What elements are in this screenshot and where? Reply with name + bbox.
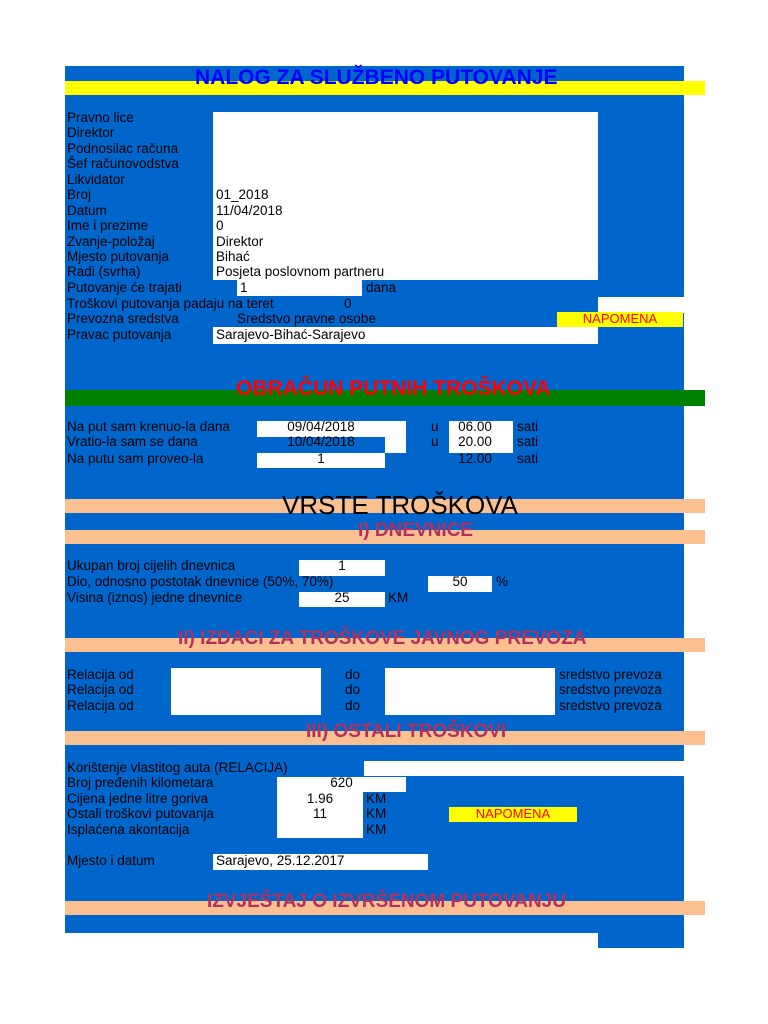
calc-title: OBRAČUN PUTNIH TROŠKOVA bbox=[236, 377, 551, 400]
label-likvidator: Likvidator bbox=[67, 172, 125, 187]
label-percent: % bbox=[496, 574, 509, 589]
label-sef: Šef računovodstva bbox=[67, 156, 179, 171]
label-km-other: KM bbox=[366, 806, 387, 821]
field-teret[interactable]: 0 bbox=[344, 296, 352, 311]
label-mjesto: Mjesto putovanja bbox=[67, 249, 170, 264]
label-svrha: Radi (svrha) bbox=[67, 264, 141, 279]
field-partial[interactable]: 50 bbox=[452, 574, 468, 589]
label-direktor: Direktor bbox=[67, 125, 115, 140]
field-broj[interactable]: 01_2018 bbox=[216, 187, 269, 202]
field-place-date[interactable]: Sarajevo, 25.12.2017 bbox=[216, 853, 345, 868]
label-km: Broj pređenih kilometara bbox=[67, 775, 214, 790]
transport-row-2-to: do bbox=[345, 682, 361, 697]
label-own-car: Korištenje vlastitog auta (RELACIJA) bbox=[67, 760, 288, 775]
transport-row-3-means: sredstvo prevoza bbox=[559, 698, 662, 713]
note-label-top: NAPOMENA bbox=[582, 311, 658, 326]
field-departed-date[interactable]: 09/04/2018 bbox=[287, 419, 355, 434]
transport-row-1-from: Relacija od bbox=[67, 667, 134, 682]
label-krenuo: Na put sam krenuo-la dana bbox=[67, 419, 230, 434]
other-title: III) OSTALI TROŠKOVI bbox=[306, 721, 507, 742]
report-title: IZVJEŠTAJ O IZVRŠENOM PUTOVANJU bbox=[207, 891, 566, 912]
label-sati-3: sati bbox=[517, 451, 539, 466]
transport-title: II) IZDACI ZA TROŠKOVE JAVNOG PREVOZA bbox=[178, 628, 587, 649]
label-other: Ostali troškovi putovanja bbox=[67, 806, 215, 821]
label-amount: Visina (iznos) jedne dnevnice bbox=[67, 590, 243, 605]
field-other[interactable]: 11 bbox=[312, 806, 327, 821]
returned-date-box bbox=[385, 437, 406, 453]
label-u-1: u bbox=[431, 419, 439, 434]
label-advance: Isplaćena akontacija bbox=[67, 822, 190, 837]
header-fields-box bbox=[213, 112, 598, 280]
transport-row-3-from: Relacija od bbox=[67, 698, 134, 713]
label-u-2: u bbox=[431, 434, 439, 449]
field-pravac[interactable]: Sarajevo-Bihać-Sarajevo bbox=[216, 327, 366, 342]
field-spent-days[interactable]: 1 bbox=[317, 451, 325, 466]
page-title: NALOG ZA SLUŽBENO PUTOVANJE bbox=[195, 66, 558, 89]
note-label-bottom: NAPOMENA bbox=[475, 806, 551, 821]
per-diem-title: I) DNEVNICE bbox=[358, 520, 474, 541]
label-km-amount: KM bbox=[388, 590, 409, 605]
label-vratio: Vratio-la sam se dana bbox=[67, 434, 198, 449]
label-partial: Dio, odnosno postotak dnevnice (50%, 70%) bbox=[67, 574, 334, 589]
transport-to-box bbox=[385, 668, 555, 715]
form-footer-strip bbox=[598, 932, 684, 948]
field-svrha[interactable]: Posjeta poslovnom partneru bbox=[216, 264, 385, 279]
label-km-fuel: KM bbox=[366, 791, 387, 806]
field-mjesto[interactable]: Bihać bbox=[216, 249, 250, 264]
transport-row-2-from: Relacija od bbox=[67, 682, 134, 697]
label-dana: dana bbox=[366, 280, 397, 295]
field-returned-time[interactable]: 20.00 bbox=[458, 434, 492, 449]
field-returned-date[interactable]: 10/04/2018 bbox=[287, 434, 355, 449]
field-trajanje[interactable]: 1 bbox=[240, 280, 248, 295]
label-proveo: Na putu sam proveo-la bbox=[67, 451, 204, 466]
field-datum[interactable]: 11/04/2018 bbox=[216, 203, 283, 218]
duration-box bbox=[237, 280, 362, 296]
label-pravno-lice: Pravno lice bbox=[67, 110, 134, 125]
transport-row-3-to: do bbox=[345, 698, 361, 713]
label-datum: Datum bbox=[67, 203, 107, 218]
field-zvanje[interactable]: Direktor bbox=[216, 234, 264, 249]
field-amount[interactable]: 25 bbox=[334, 590, 350, 605]
transport-from-box bbox=[171, 668, 321, 715]
field-ime[interactable]: 0 bbox=[216, 218, 224, 233]
label-zvanje: Zvanje-položaj bbox=[67, 234, 155, 249]
label-teret: Troškovi putovanja padaju na teret bbox=[67, 296, 274, 311]
label-sati-2: sati bbox=[517, 434, 539, 449]
label-place-date: Mjesto i datum bbox=[67, 853, 155, 868]
costs-title: VRSTE TROŠKOVA bbox=[282, 490, 518, 520]
label-sati-1: sati bbox=[517, 419, 539, 434]
label-full-days: Ukupan broj cijelih dnevnica bbox=[67, 558, 236, 573]
field-departed-time[interactable]: 06.00 bbox=[458, 419, 492, 434]
transport-row-2-means: sredstvo prevoza bbox=[559, 682, 662, 697]
own-car-strip bbox=[364, 761, 684, 776]
transport-row-1-means: sredstvo prevoza bbox=[559, 667, 662, 682]
field-full-days[interactable]: 1 bbox=[338, 558, 346, 573]
label-prevozna: Prevozna sredstva bbox=[67, 311, 179, 326]
field-prevozna[interactable]: Sredstvo pravne osobe bbox=[237, 311, 376, 326]
field-km[interactable]: 620 bbox=[330, 775, 353, 790]
label-podnosilac: Podnosilac računa bbox=[67, 141, 179, 156]
field-spent-hours[interactable]: 12.00 bbox=[458, 451, 492, 466]
label-trajanje: Putovanje će trajati bbox=[67, 280, 182, 295]
transport-row-1-to: do bbox=[345, 667, 361, 682]
label-ime: Ime i prezime bbox=[67, 218, 149, 233]
label-km-advance: KM bbox=[366, 822, 387, 837]
field-fuel[interactable]: 1.96 bbox=[306, 791, 334, 806]
label-pravac: Pravac putovanja bbox=[67, 327, 172, 342]
label-broj: Broj bbox=[67, 187, 92, 202]
label-fuel: Cijena jedne litre goriva bbox=[67, 791, 209, 806]
